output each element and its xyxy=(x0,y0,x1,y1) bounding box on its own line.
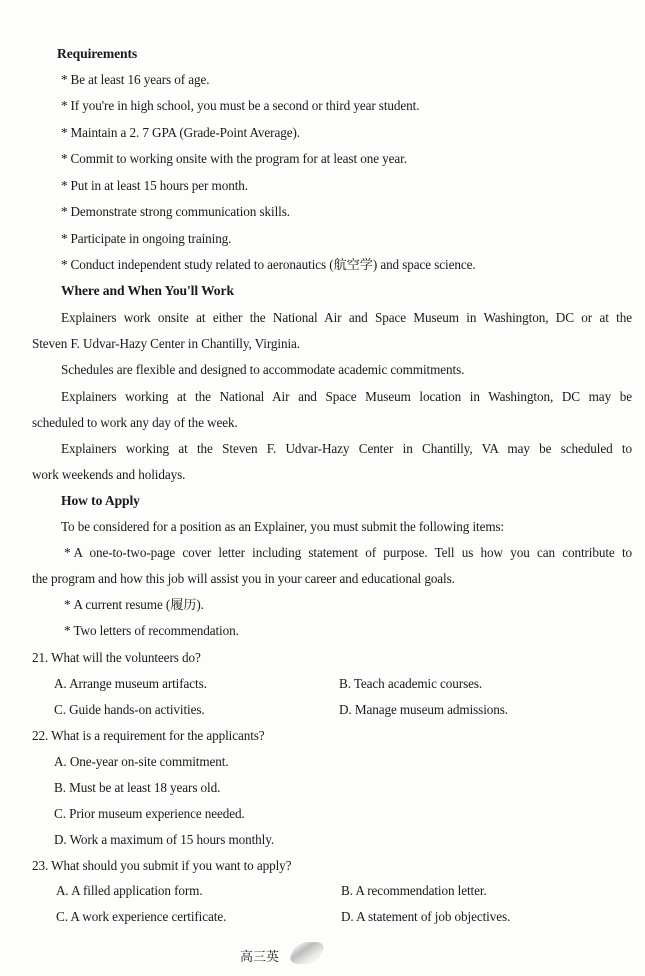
option-text: Manage museum admissions. xyxy=(354,702,508,717)
option-label: D. xyxy=(54,832,67,847)
option[interactable] xyxy=(54,755,229,768)
paragraph-line: Explainers working at the National Air and Space Museum location in Washington, DC may be xyxy=(61,389,632,404)
option-label: A. xyxy=(54,754,67,769)
option-text: One-year on-site commitment. xyxy=(69,754,229,769)
question-text: What should you submit if you want to apply? xyxy=(51,858,292,873)
option-text: A recommendation letter. xyxy=(355,883,487,898)
question-21 xyxy=(32,651,201,664)
where-when-heading: Where and When You'll Work xyxy=(61,283,234,298)
requirement-item xyxy=(61,179,248,192)
bullet-star: * xyxy=(64,545,71,560)
question-22 xyxy=(32,729,265,742)
question-text: What will the volunteers do? xyxy=(51,650,201,665)
option-label: C. xyxy=(54,806,66,821)
option[interactable] xyxy=(54,781,220,794)
option-text: A filled application form. xyxy=(71,883,203,898)
requirement-text: Demonstrate strong communication skills. xyxy=(70,204,290,219)
bullet-star: * xyxy=(64,597,71,612)
bullet-star: * xyxy=(61,125,68,140)
option-label: D. xyxy=(341,909,354,924)
option-label: B. xyxy=(54,780,66,795)
paragraph-line: Explainers working at the Steven F. Udvar-Hazy Center in Chantilly, VA may be scheduled to xyxy=(61,441,632,456)
question-number: 22. xyxy=(32,728,49,743)
requirement-item xyxy=(61,232,231,245)
requirement-item xyxy=(61,73,209,86)
apply-item xyxy=(64,598,204,611)
option-text: Prior museum experience needed. xyxy=(69,806,245,821)
requirement-item xyxy=(61,152,407,165)
requirement-text: Maintain a 2. 7 GPA (Grade-Point Average). xyxy=(70,125,300,140)
requirement-item xyxy=(61,258,476,271)
paragraph-line: scheduled to work any day of the week. xyxy=(32,415,238,430)
option[interactable] xyxy=(54,703,205,716)
option[interactable] xyxy=(339,703,508,716)
bullet-star: * xyxy=(61,257,68,272)
requirement-text: If you're in high school, you must be a second or third year student. xyxy=(70,98,420,113)
option-label: C. xyxy=(54,702,66,717)
requirement-text: Commit to working onsite with the program for at least one year. xyxy=(70,151,407,166)
paragraph-line: work weekends and holidays. xyxy=(32,467,186,482)
apply-item-text: A current resume (履历). xyxy=(73,597,204,612)
option[interactable] xyxy=(54,833,274,846)
paragraph-line: To be considered for a position as an Explainer, you must submit the following items: xyxy=(61,519,505,534)
bullet-star: * xyxy=(61,204,68,219)
question-number: 21. xyxy=(32,650,49,665)
apply-item-text: Two letters of recommendation. xyxy=(73,623,239,638)
option-label: D. xyxy=(339,702,352,717)
question-text: What is a requirement for the applicants? xyxy=(51,728,265,743)
option[interactable] xyxy=(341,910,510,923)
requirement-item xyxy=(61,99,419,112)
page-footer: 高三英 xyxy=(240,950,280,965)
apply-item-text: A one-to-two-page cover letter including statement of purpose. Tell us how you can contribute to xyxy=(73,545,632,560)
paragraph-line: the program and how this job will assist you in your career and educational goals. xyxy=(32,571,455,586)
option[interactable] xyxy=(54,807,245,820)
option-text: Teach academic courses. xyxy=(353,676,483,691)
paragraph-line: Explainers work onsite at either the National Air and Space Museum in Washington, DC or at the xyxy=(61,310,632,325)
bullet-star: * xyxy=(61,72,68,87)
option-text: Arrange museum artifacts. xyxy=(69,676,207,691)
paragraph-line: Steven F. Udvar-Hazy Center in Chantilly, Virginia. xyxy=(32,336,300,351)
requirement-item xyxy=(61,126,300,139)
requirement-text: Be at least 16 years of age. xyxy=(70,72,210,87)
option[interactable] xyxy=(54,677,207,690)
requirement-text: Conduct independent study related to aeronautics (航空学) and space science. xyxy=(70,257,476,272)
scan-smudge xyxy=(287,942,327,964)
option-text: A work experience certificate. xyxy=(70,909,227,924)
paragraph-line: Schedules are flexible and designed to accommodate academic commitments. xyxy=(61,362,465,377)
option[interactable] xyxy=(56,884,203,897)
option[interactable] xyxy=(341,884,487,897)
bullet-star: * xyxy=(64,623,71,638)
how-to-apply-heading: How to Apply xyxy=(61,493,140,508)
bullet-star: * xyxy=(61,151,68,166)
question-23 xyxy=(32,859,291,872)
apply-item xyxy=(64,546,632,559)
bullet-star: * xyxy=(61,98,68,113)
apply-item xyxy=(64,624,239,637)
option-text: A statement of job objectives. xyxy=(356,909,511,924)
bullet-star: * xyxy=(61,231,68,246)
bullet-star: * xyxy=(61,178,68,193)
option[interactable] xyxy=(339,677,482,690)
option[interactable] xyxy=(56,910,226,923)
option-text: Work a maximum of 15 hours monthly. xyxy=(69,832,275,847)
option-label: C. xyxy=(56,909,68,924)
requirement-text: Participate in ongoing training. xyxy=(70,231,232,246)
option-text: Must be at least 18 years old. xyxy=(69,780,221,795)
option-label: B. xyxy=(341,883,353,898)
option-label: A. xyxy=(56,883,69,898)
requirements-heading: Requirements xyxy=(57,46,138,61)
option-label: B. xyxy=(339,676,351,691)
requirement-text: Put in at least 15 hours per month. xyxy=(70,178,248,193)
option-text: Guide hands-on activities. xyxy=(69,702,205,717)
question-number: 23. xyxy=(32,858,49,873)
requirement-item xyxy=(61,205,290,218)
option-label: A. xyxy=(54,676,67,691)
